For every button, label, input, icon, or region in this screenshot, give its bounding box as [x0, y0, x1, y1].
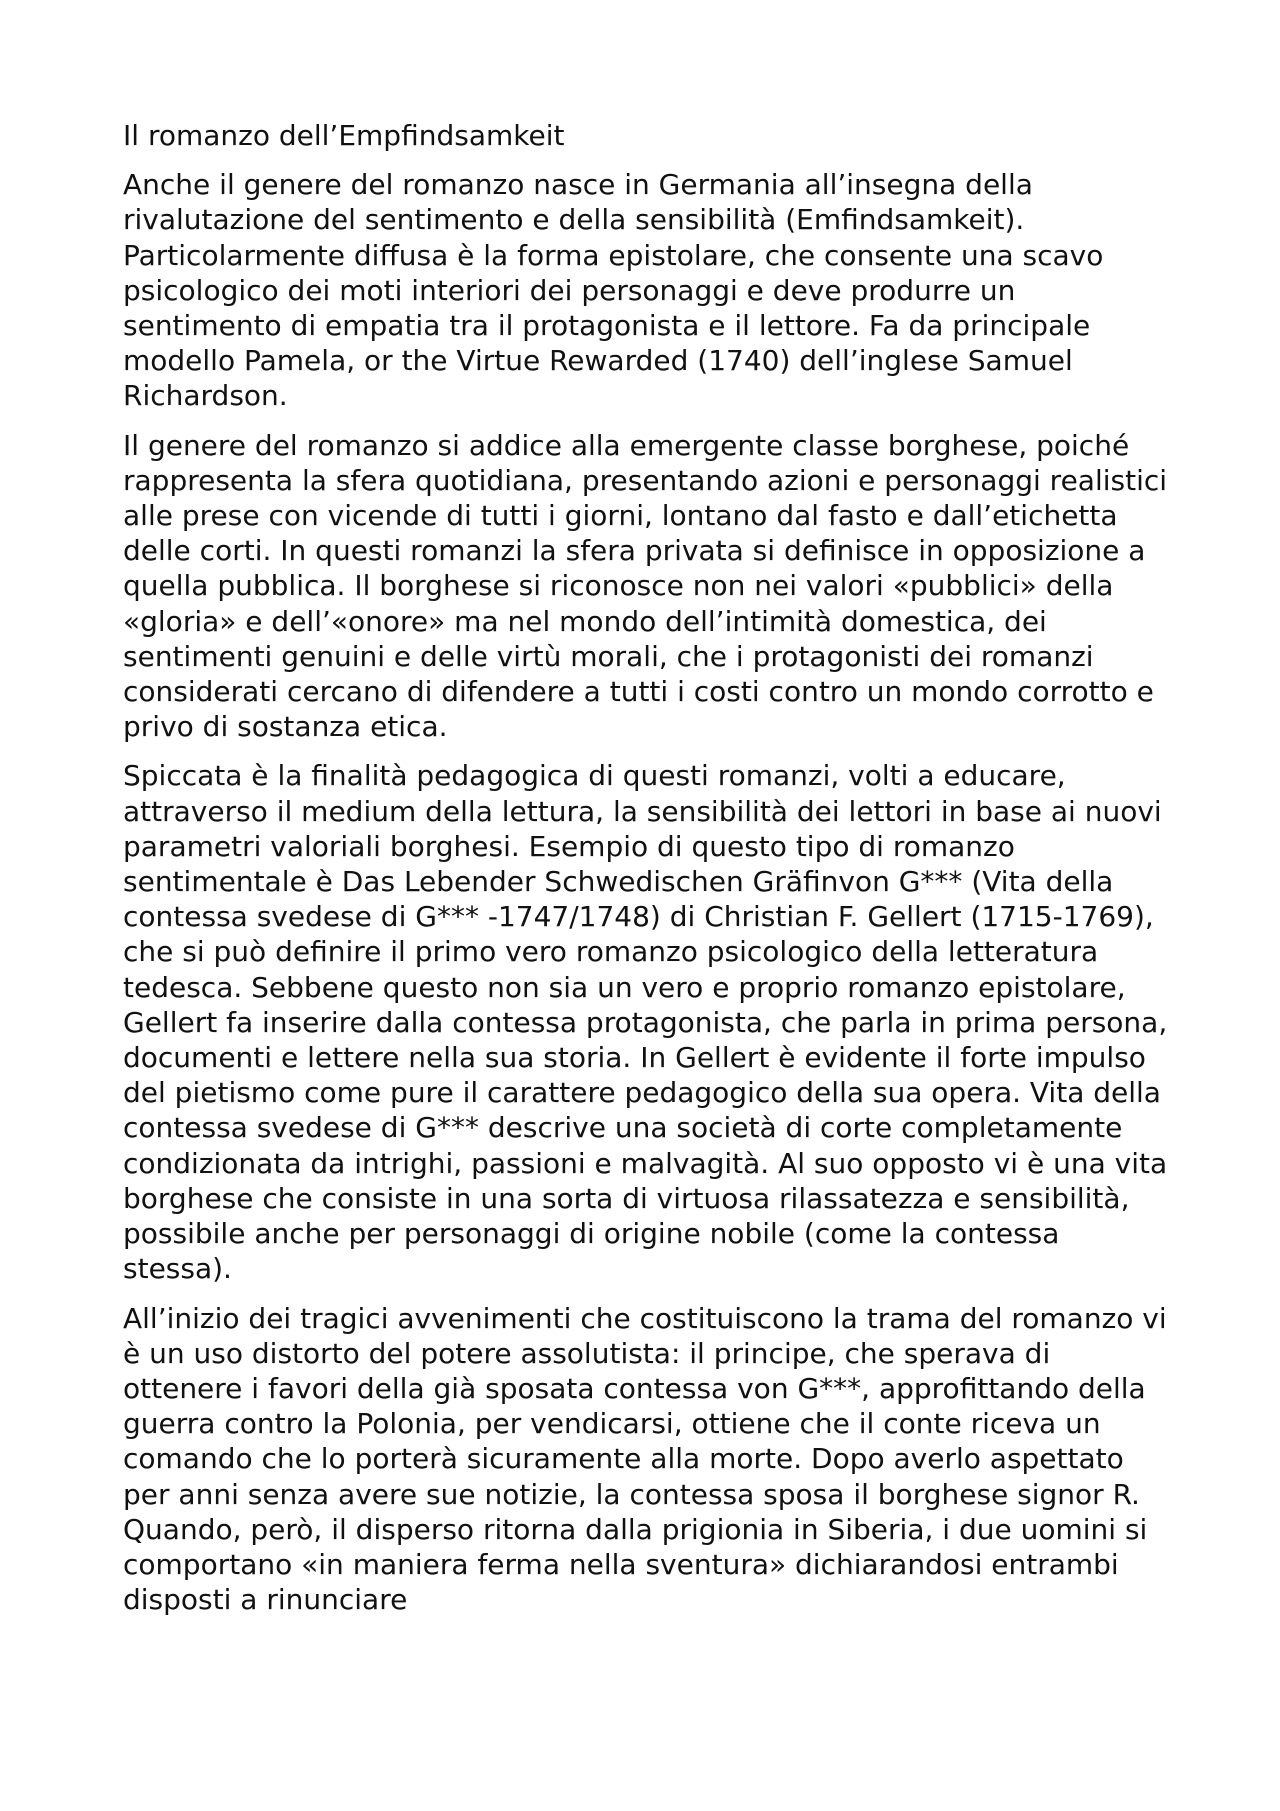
- document-title: Il romanzo dell’Empfindsamkeit: [123, 119, 565, 152]
- paragraph-3: Spiccata è la finalità pedagogica di questi romanzi, volti a educare, attraverso il medium della lettura, la sensibilità dei lettori in base ai nuovi parametri valoriali borghesi. Esempio di questo tipo di romanzo sentimentale è Das Lebender Schwedischen Gräfinvon G*** (Vita della contessa svedese di G*** -1747/1748) di Christian F. Gellert (1715-1769), che si può definire il primo vero romanzo psicologico della letteratura tedesca. Sebbene questo non sia un vero e proprio romanzo epistolare, Gellert fa inserire dalla contessa protagonista, che parla in prima persona, documenti e lettere nella sua storia. In Gellert è evidente il forte impulso del pietismo come pure il carattere pedagogico della sua opera. Vita della contessa svedese di G*** descrive una società di corte completamente condizionata da intrighi, passioni e malvagità. Al suo opposto vi è una vita borghese che consiste in una sorta di virtuosa rilassatezza e sensibilità, possibile anche per personaggi di origine nobile (come la contessa stessa).: [123, 759, 1168, 1286]
- paragraph-2: Il genere del romanzo si addice alla emergente classe borghese, poiché rappresenta la sfera quotidiana, presentando azioni e personaggi realistici alle prese con vicende di tutti i giorni, lontano dal fasto e dall’etichetta delle corti. In questi romanzi la sfera privata si definisce in opposizione a quella pubblica. Il borghese si riconosce non nei valori «pubblici» della «gloria» e dell’«onore» ma nel mondo dell’intimità domestica, dei sentimenti genuini e delle virtù morali, che i protagonisti dei romanzi considerati cercano di difendere a tutti i costi contro un mondo corrotto e privo di sostanza etica.: [123, 428, 1168, 744]
- document-page: [123, 118, 1173, 1631]
- paragraph-1: Anche il genere del romanzo nasce in Germania all’insegna della rivalutazione del sentimento e della sensibilità (Emfindsamkeit). Particolarmente diffusa è la forma epistolare, che consente una scavo psicologico dei moti interiori dei personaggi e deve produrre un sentimento di empatia tra il protagonista e il lettore. Fa da principale modello Pamela, or the Virtue Rewarded (1740) dell’inglese Samuel Richardson.: [123, 168, 1104, 413]
- paragraph-4: All’inizio dei tragici avvenimenti che costituiscono la trama del romanzo vi è un uso distorto del potere assolutista: il principe, che sperava di ottenere i favori della già sposata contessa von G***, approfittando della guerra contro la Polonia, per vendicarsi, ottiene che il conte riceva un comando che lo porterà sicuramente alla morte. Dopo averlo aspettato per anni senza avere sue notizie, la contessa sposa il borghese signor R. Quando, però, il disperso ritorna dalla prigionia in Siberia, i due uomini si comportano «in maniera ferma nella sventura» dichiarandosi entrambi disposti a rinunciare: [123, 1301, 1167, 1617]
